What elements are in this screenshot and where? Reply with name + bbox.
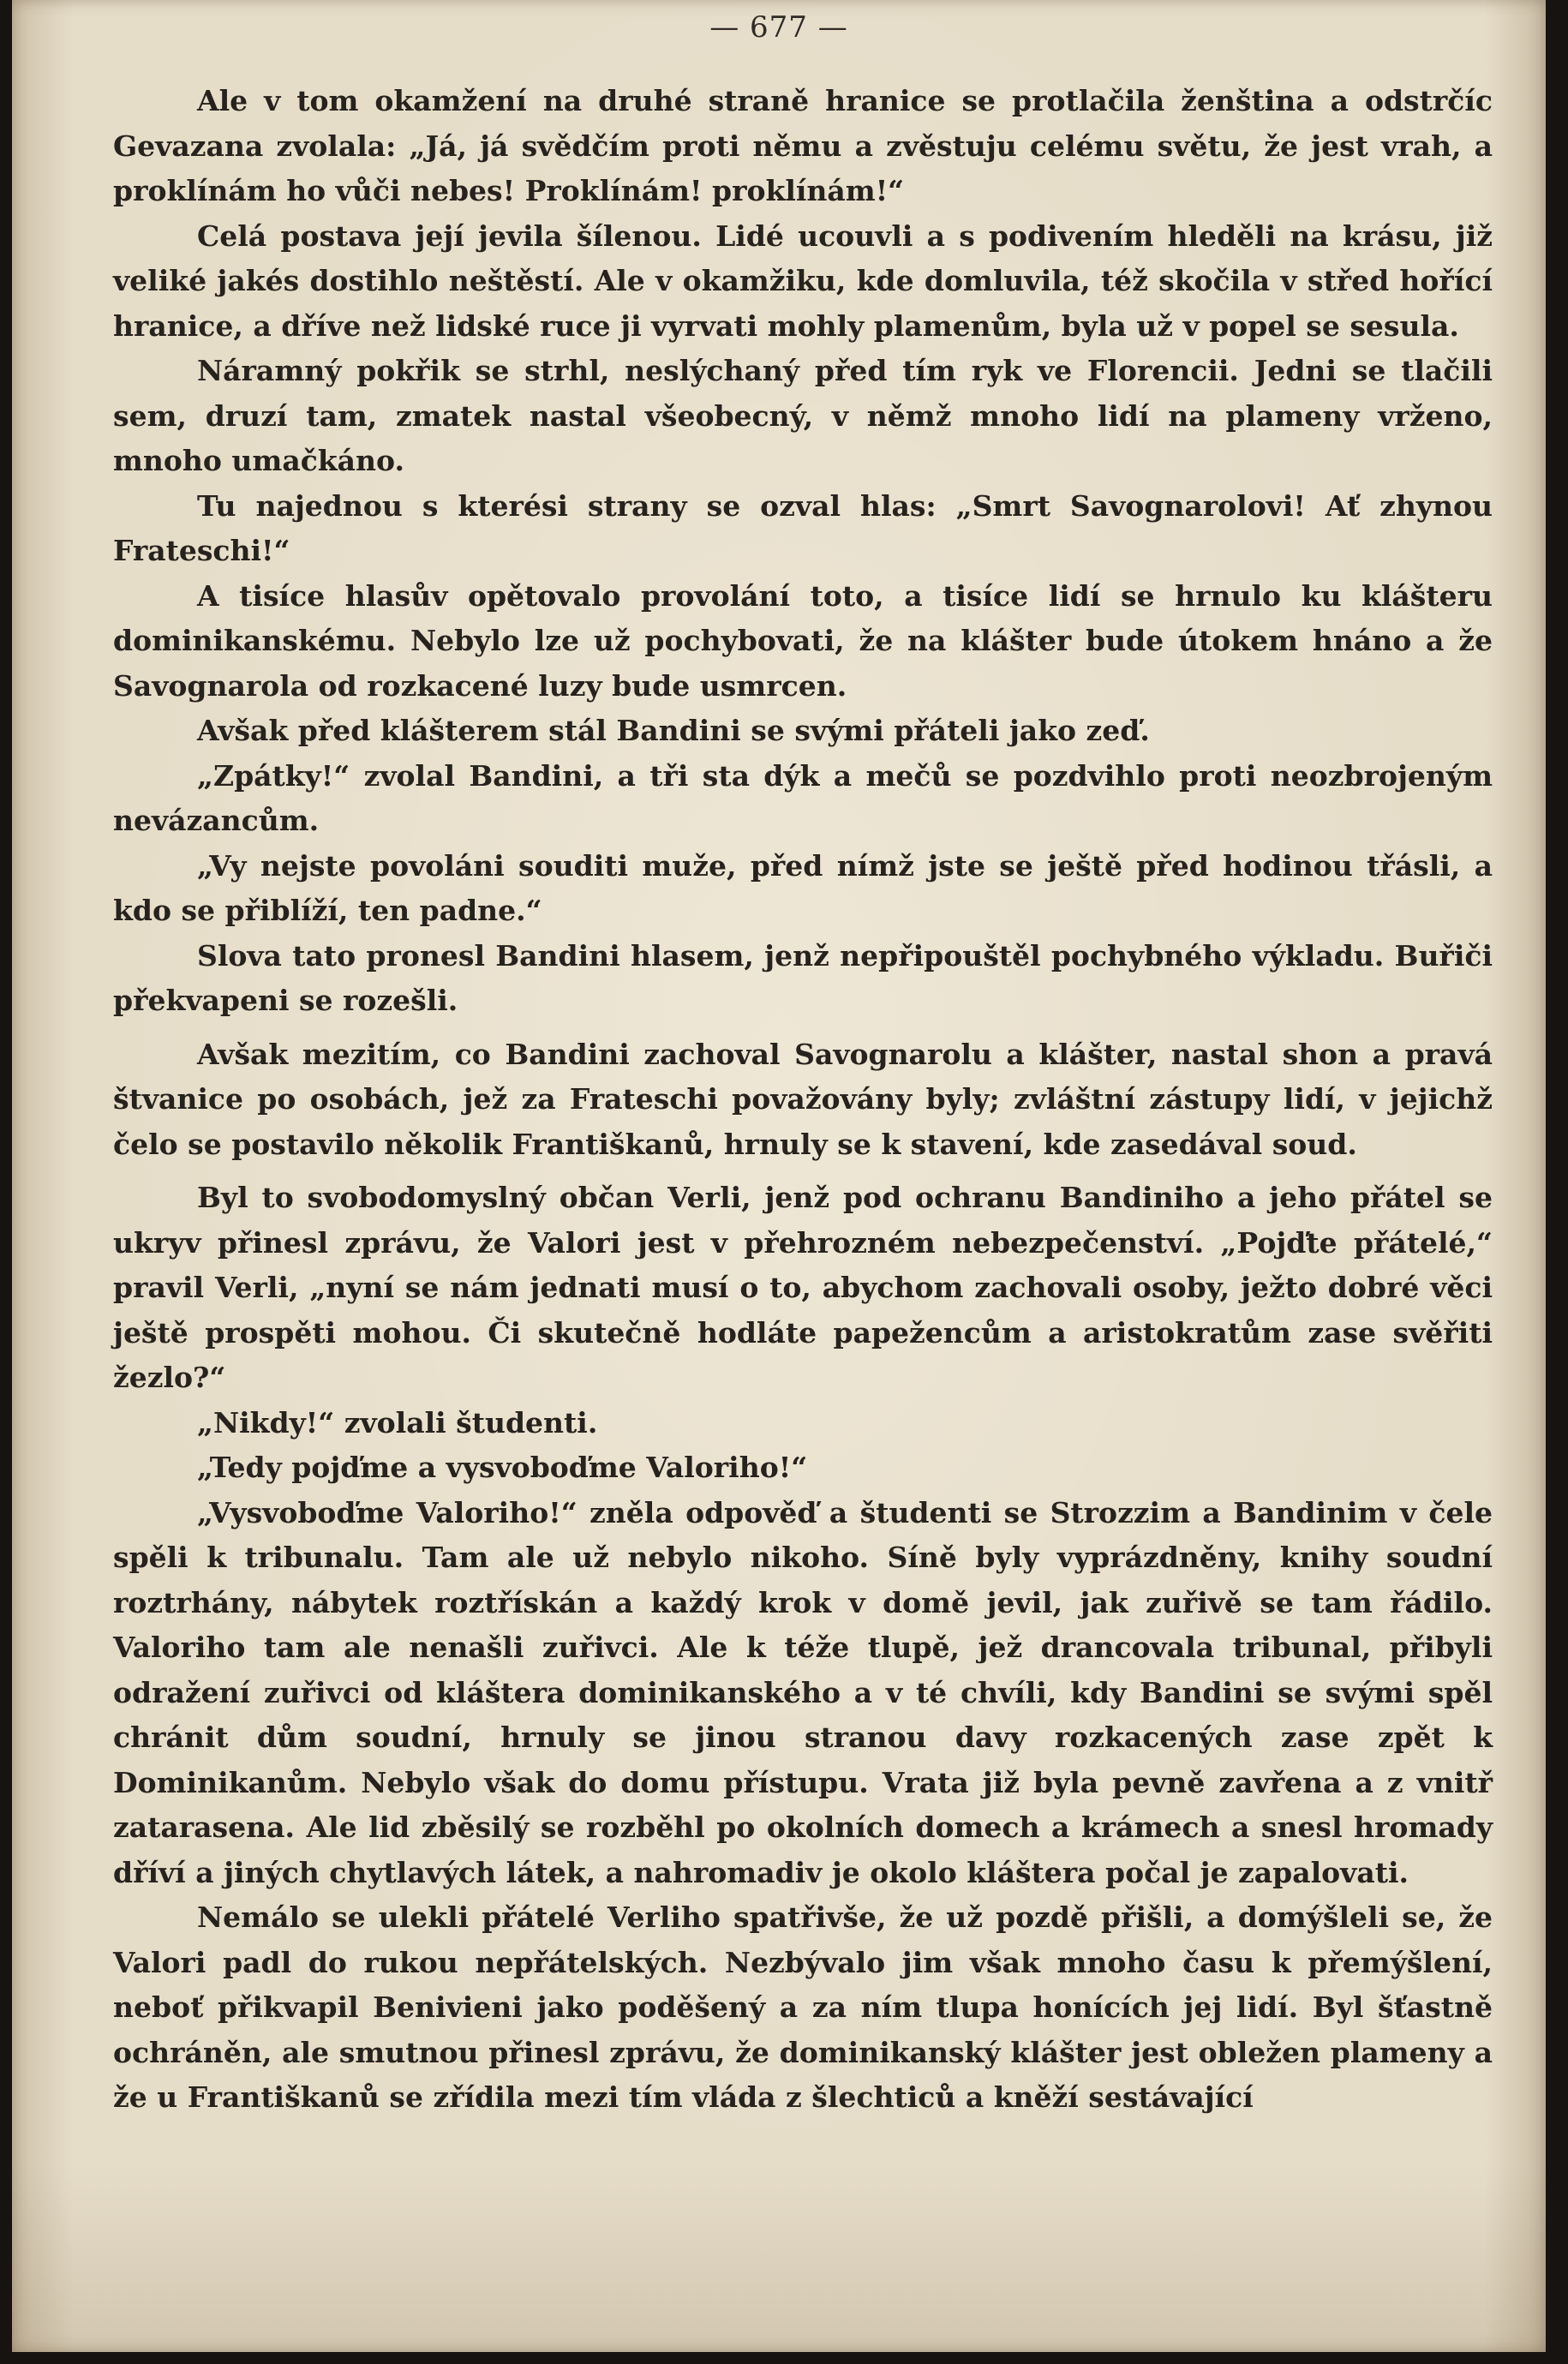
paragraph-1: Ale v tom okamžení na druhé straně hranice se protlačila ženština a odstrčíc Gevazana zvolala: „Já, já svědčím proti němu a zvěstuju celému světu, že jest vrah, a proklínám ho vůči nebes! Proklínám! proklínám!“ [113, 84, 1493, 207]
paragraph-10: Avšak mezitím, co Bandini zachoval Savognarolu a klášter, nastal shon a pravá štvanice po osobách, jež za Frateschi považovány byly; zvláštní zástupy lidí, v jejichž čelo se postavilo několik Františkanů, hrnuly se k stavení, kde zasedával soud. [113, 1037, 1493, 1161]
paragraph-11: Byl to svobodomyslný občan Verli, jenž pod ochranu Bandiniho a jeho přátel se ukryv přinesl zprávu, že Valori jest v přehrozném nebezpečenství. „Pojďte přátelé,“ pravil Verli, „nyní se nám jednati musí o to, abychom zachovali osoby, ježto dobré věci ještě prospěti mohou. Či skutečně hodláte papežencům a aristokratům zase svěřiti žezlo?“ [113, 1181, 1493, 1394]
paragraph-9: Slova tato pronesl Bandini hlasem, jenž nepřipouštěl pochybného výkladu. Buřiči překvapeni se rozešli. [113, 938, 1493, 1017]
paragraph-3: Náramný pokřik se strhl, neslýchaný před tím ryk ve Florencii. Jedni se tlačili sem, druzí tam, zmatek nastal všeobecný, v němž mnoho lidí na plameny vrženo, mnoho umačkáno. [113, 354, 1493, 477]
paragraph-4: Tu najednou s kterési strany se ozval hlas: „Smrt Savognarolovi! Ať zhynou Frateschi!“ [113, 488, 1493, 567]
paragraph-7: „Zpátky!“ zvolal Bandini, a tři sta dýk a mečů se pozdvihlo proti neozbrojeným nevázancům. [113, 758, 1493, 837]
paragraph-12: „Nikdy!“ zvolali študenti. [197, 1405, 598, 1439]
paragraph-13: „Tedy pojďme a vysvoboďme Valoriho!“ [197, 1451, 808, 1484]
book-page [12, 0, 1546, 2352]
paragraph-8: „Vy nejste povoláni souditi muže, před nímž jste se ještě před hodinou třásli, a kdo se přiblíží, ten padne.“ [113, 848, 1493, 927]
page-number: — 677 — [709, 10, 848, 45]
paragraph-14: „Vysvoboďme Valoriho!“ zněla odpověď a študenti se Strozzim a Bandinim v čele spěli k tribunalu. Tam ale už nebylo nikoho. Síně byly vyprázdněny, knihy soudní roztrhány, nábytek roztřískán a každý krok v domě jevil, jak zuřivě se tam řádilo. Valoriho tam ale nenašli zuřivci. Ale k téže tlupě, jež drancovala tribunal, přibyli odražení zuřivci od kláštera dominikanského a v té chvíli, kdy Bandini se svými spěl chránit dům soudní, hrnuly se jinou stranou davy rozkacených zase zpět k Dominikanům. Nebylo však do domu přístupu. Vrata již byla pevně zavřena a z vnitř zatarasena. Ale lid zběsilý se rozběhl po okolních domech a krámech a snesl hromady dříví a jiných chytlavých látek, a nahromadiv je okolo kláštera počal je zapalovati. [113, 1495, 1493, 1889]
page-body [113, 79, 1493, 2121]
paragraph-15: Nemálo se ulekli přátelé Verliho spatřivše, že už pozdě přišli, a domýšleli se, že Valori padl do rukou nepřátelských. Nezbývalo jim však mnoho času k přemýšlení, neboť přikvapil Benivieni jako poděšený a za ním tlupa honících jej lidí. Byl šťastně ochráněn, ale smutnou přinesl zprávu, že dominikanský klášter jest obležen plameny a že u Františkanů se zřídila mezi tím vláda z šlechticů a kněží sestávající [113, 1900, 1493, 2114]
paragraph-2: Celá postava její jevila šílenou. Lidé ucouvli a s podivením hleděli na krásu, již veliké jakés dostihlo neštěstí. Ale v okamžiku, kde domluvila, též skočila v střed hořící hranice, a dříve než lidské ruce ji vyrvati mohly plamenům, byla už v popel se sesula. [113, 218, 1493, 343]
paragraph-6: Avšak před klášterem stál Bandini se svými přáteli jako zeď. [197, 714, 1150, 747]
paragraph-5: A tisíce hlasův opětovalo provolání toto, a tisíce lidí se hrnulo ku klášteru dominikanskému. Nebylo lze už pochybovati, že na klášter bude útokem hnáno a že Savognarola od rozkacené luzy bude usmrcen. [113, 578, 1493, 703]
